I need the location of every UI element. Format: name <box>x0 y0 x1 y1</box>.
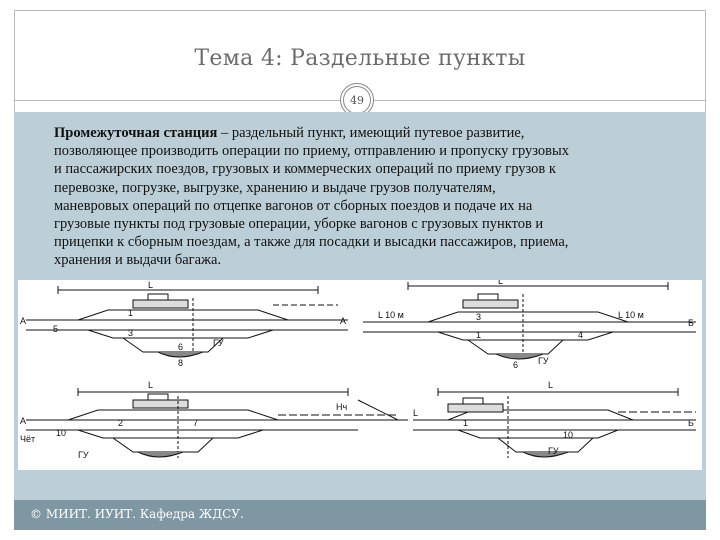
label-10-4: 10 <box>563 430 574 440</box>
label-3-2: 3 <box>476 312 482 322</box>
definition-line-8: хранения и выдачи багажа. <box>54 252 222 269</box>
label-2-3: 2 <box>118 418 124 428</box>
label-gu-4: ГУ <box>548 446 559 456</box>
label-gu-1: ГУ <box>213 338 224 348</box>
label-5-1: 5 <box>53 324 59 334</box>
label-l-2: L <box>498 280 504 286</box>
definition-line-5: маневровых операций по отцепке вагонов от сборных поездов и подаче их на <box>54 197 533 214</box>
label-b-1: Б <box>688 318 694 328</box>
station-schemes-figure <box>18 280 702 470</box>
label-1-4: 1 <box>463 418 469 428</box>
label-ch-1: Чёт <box>20 434 36 444</box>
scheme-bottom-left <box>26 388 408 458</box>
label-gu-3: ГУ <box>78 450 89 460</box>
label-a-1: А <box>20 316 27 326</box>
footer-text: © МИИТ. ИУИТ. Кафедра ЖДСУ. <box>30 507 244 521</box>
definition-line-6: грузовые пункты под грузовые операции, уборке вагонов с грузовых пунктов и <box>54 216 544 233</box>
label-l-3: L <box>148 380 154 390</box>
label-l10m-1: L 10 м <box>378 310 404 320</box>
label-a-2: А <box>340 316 347 326</box>
definition-term: Промежуточная станция <box>54 125 218 141</box>
label-l10m-2: L 10 м <box>618 310 644 320</box>
scheme-top-left <box>26 286 348 357</box>
label-a-3: А <box>20 416 27 426</box>
label-b-2: Б <box>688 418 694 428</box>
label-6-2: 6 <box>513 360 519 370</box>
label-nch-1: Нч <box>336 402 348 412</box>
definition-line-2: позволяющее производить операции по приему, отправлению и пропуску грузовых <box>54 143 570 160</box>
definition-paragraph <box>54 124 694 270</box>
definition-line-1: – раздельный пункт, имеющий путевое развитие, <box>217 125 525 141</box>
label-3-1: 3 <box>128 328 134 338</box>
label-8-1: 8 <box>178 358 184 368</box>
page-number: 49 <box>343 86 371 114</box>
label-gu-2: ГУ <box>538 356 549 366</box>
label-10-3: 10 <box>56 428 67 438</box>
station-schemes-svg <box>18 280 702 470</box>
label-l-5: L <box>548 380 554 390</box>
definition-line-4: перевозке, погрузке, выгрузке, хранению и выдаче грузов получателям, <box>54 179 496 196</box>
label-l-4: L <box>413 408 419 418</box>
label-6-1: 6 <box>178 342 184 352</box>
definition-line-3: и пассажирских поездов, грузовых и коммерческих операций по приему грузов к <box>54 161 556 178</box>
label-4-2: 4 <box>578 330 584 340</box>
label-7-3: 7 <box>193 418 199 428</box>
slide-title: Тема 4: Раздельные пункты <box>194 46 526 71</box>
definition-line-7: прицепки к сборным поездам, а также для посадки и высадки пассажиров, приема, <box>54 234 569 251</box>
scheme-top-right <box>363 282 696 359</box>
label-l-1: L <box>148 280 154 290</box>
label-1-2: 1 <box>476 330 482 340</box>
label-1-1: 1 <box>128 308 134 318</box>
